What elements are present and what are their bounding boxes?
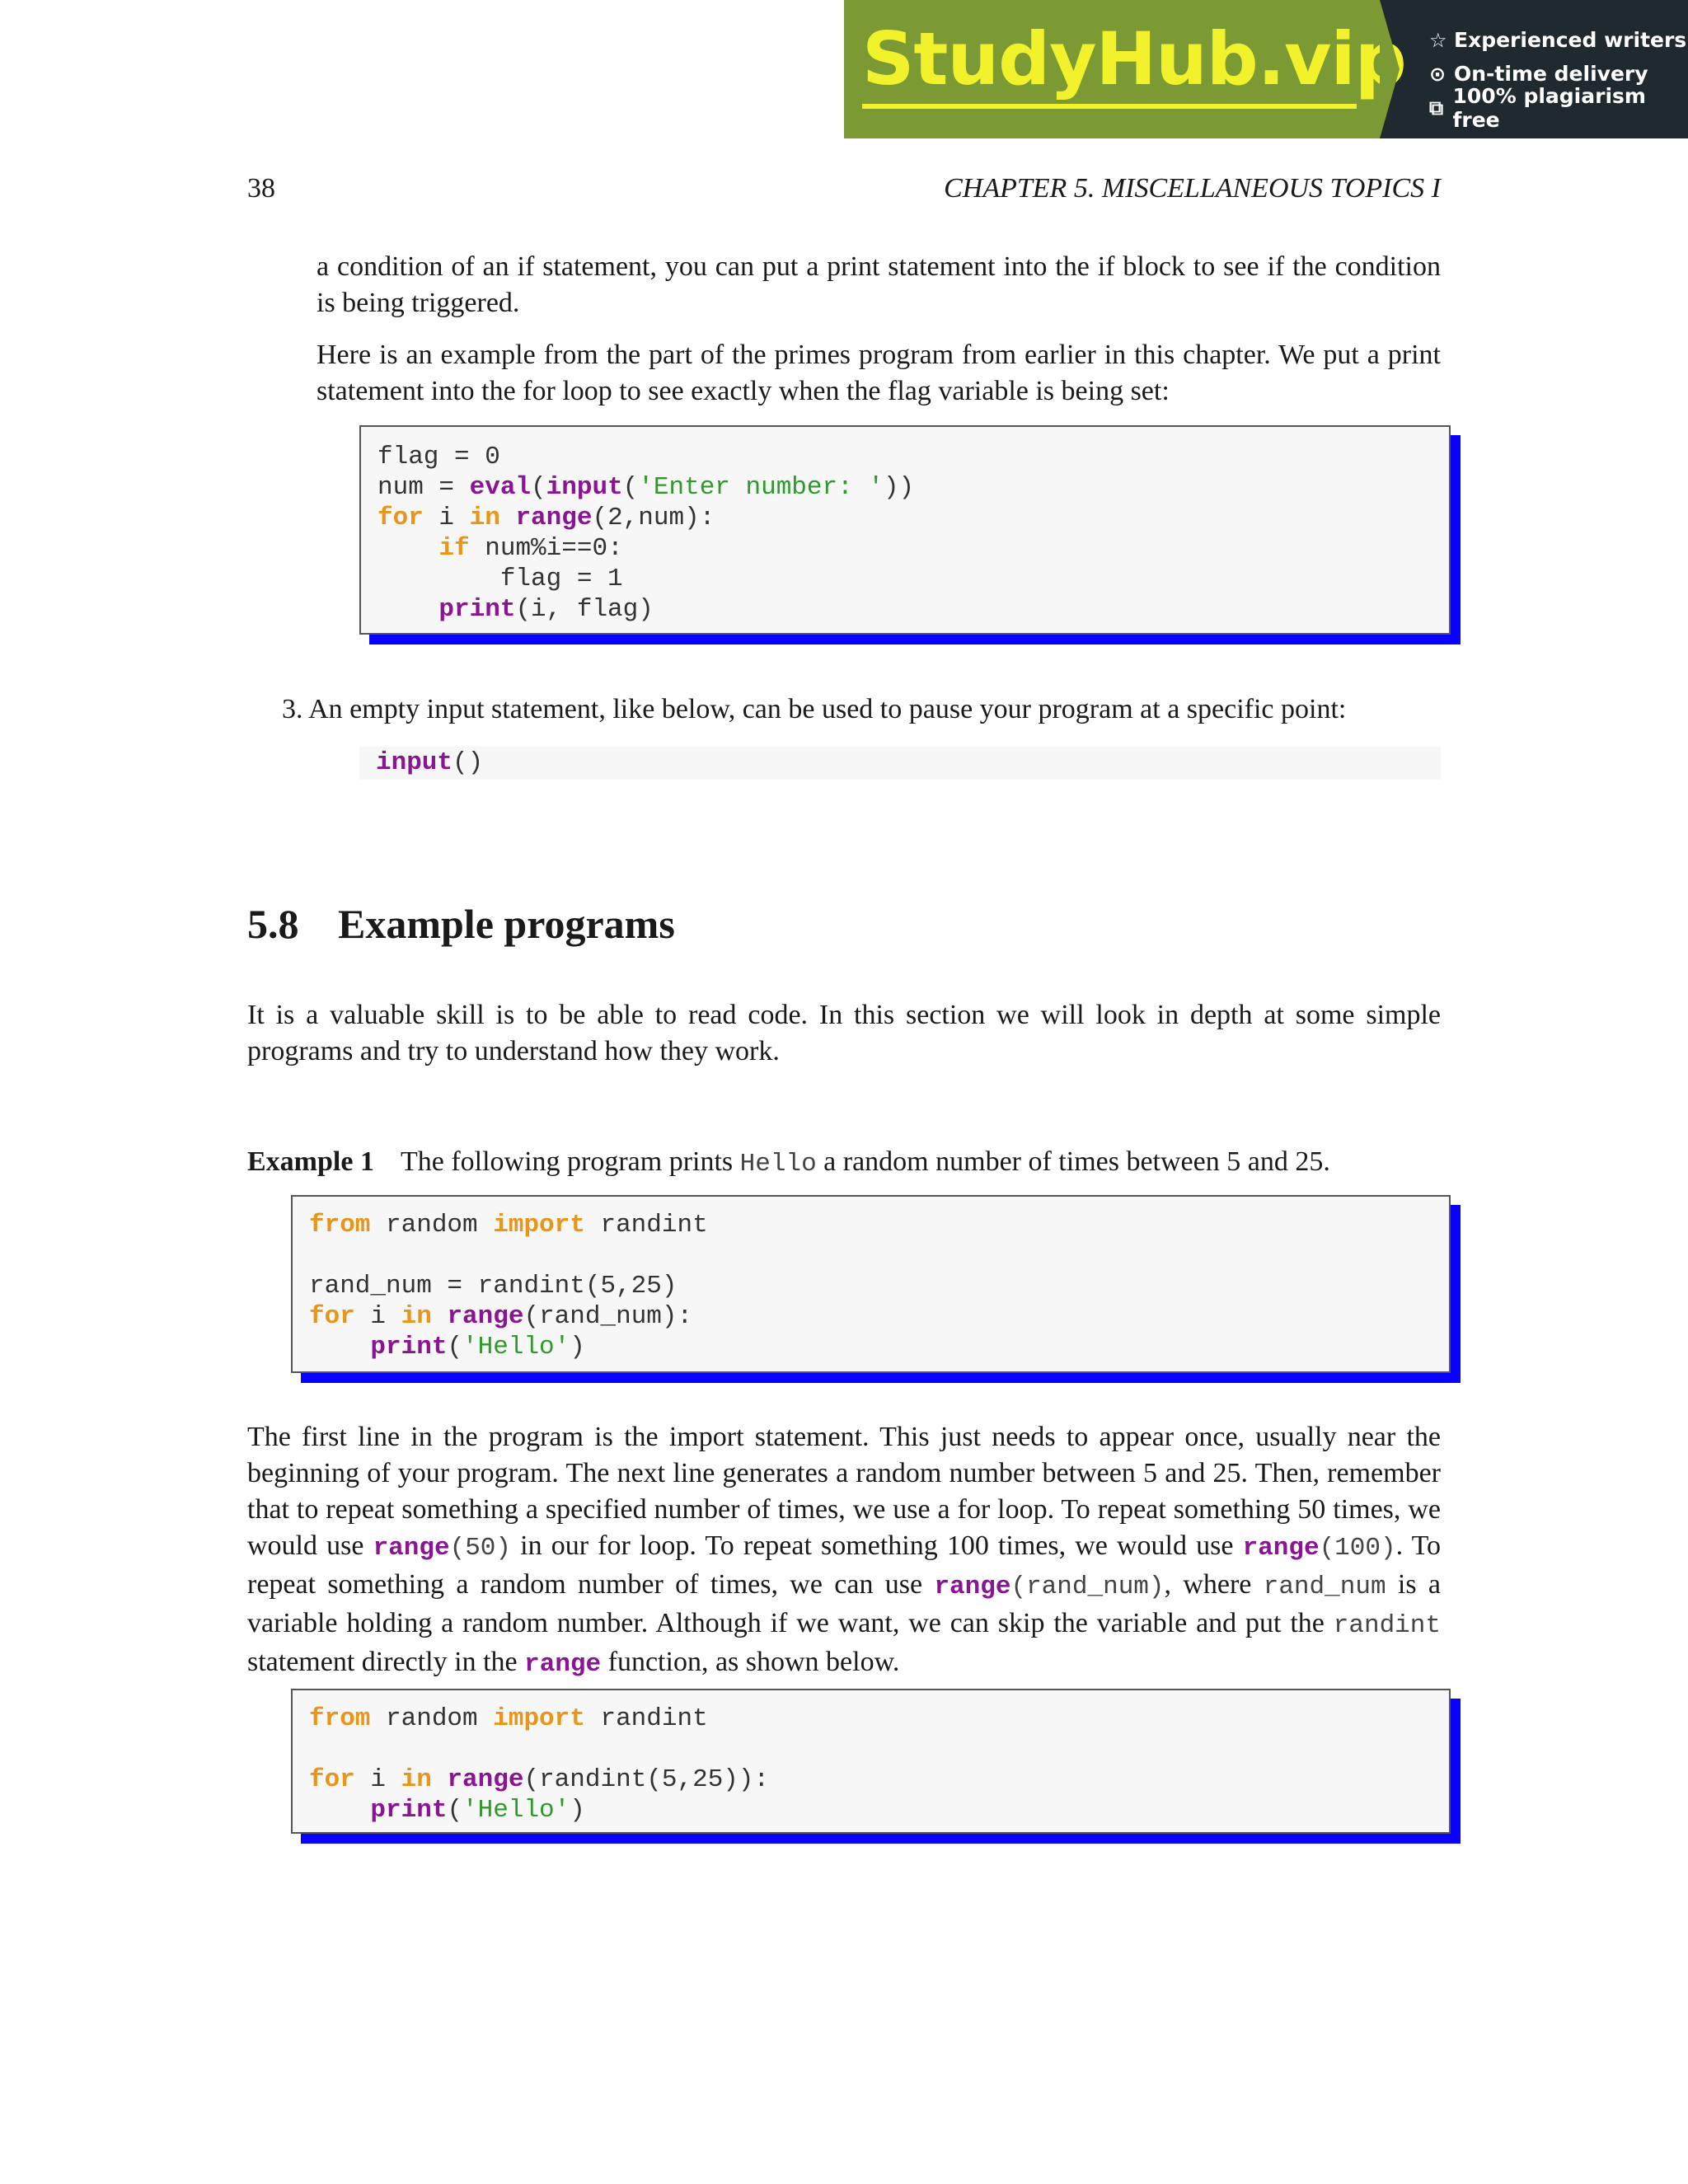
star-icon: ☆ <box>1429 28 1447 52</box>
copy-icon: ⧉ <box>1429 96 1444 120</box>
example-label: Example 1 <box>247 1146 374 1177</box>
paragraph-explanation: The first line in the program is the import statement. This just needs to appear once, usually near the beginning of your program. The next line generates a random number between 5 and 25. Then, remember that to repeat something a specified number of times, we use a for loop. To repeat something 50 times, we would use range(50) in our for loop. To repeat something 100 times, we would use range(100). To repeat something a random number of times, we can use range(rand_num), where rand_num is a variable holding a random number. Although if we want, we can skip the variable and put the randint statement directly in the range function, as shown below. <box>247 1422 1441 1679</box>
code-block-example1-inline <box>291 1689 1451 1834</box>
code-content: from random import randint rand_num = randint(5,25) for i in range(rand_num): print('Hello') <box>309 1211 708 1361</box>
list-item <box>282 691 1441 728</box>
banner-arrow <box>1380 0 1400 138</box>
code-content: flag = 0 num = eval(input('Enter number: ')) for i in range(2,num): if num%i==0: flag = 1 print(i, flag) <box>377 443 915 624</box>
paragraph-primes: Here is an example from the part of the primes program from earlier in this chapter. We put a print statement into the for loop to see exactly when the flag variable is being set: <box>316 340 1441 406</box>
inline-code: Hello <box>739 1150 817 1179</box>
feature-label: Experienced writers <box>1454 28 1687 52</box>
feature-panel <box>1380 0 1688 138</box>
feature-item <box>1429 23 1688 57</box>
brand-logo: StudyHub.vip <box>862 16 1406 101</box>
feature-label: On-time delivery <box>1454 62 1648 86</box>
brand-underline <box>862 104 1357 109</box>
code-inline-block: input() <box>359 747 1441 780</box>
ad-banner[interactable] <box>844 0 1688 138</box>
section-title: Example programs <box>338 901 675 947</box>
clock-icon: ⊙ <box>1429 62 1447 86</box>
code-block-primes <box>359 425 1451 635</box>
code-block-example1 <box>291 1195 1451 1373</box>
page-number: 38 <box>247 173 275 204</box>
paragraph-intro: It is a valuable skill is to be able to read code. In this section we will look in depth at some simple programs and try to understand how they work. <box>247 1000 1441 1066</box>
chapter-title: CHAPTER 5. MISCELLANEOUS TOPICS I <box>944 173 1441 204</box>
example-1-line: Example 1 The following program prints Hello a random number of times between 5 and 25. <box>247 1146 1330 1179</box>
code-content: from random import randint for i in range(randint(5,25)): print('Hello') <box>309 1704 770 1825</box>
feature-label: 100% plagiarism free <box>1452 83 1646 132</box>
section-number: 5.8 <box>247 901 299 947</box>
brand-panel <box>844 0 1406 138</box>
list-number: 3. <box>282 694 303 724</box>
feature-item <box>1429 83 1688 132</box>
list-text: An empty input statement, like below, can be used to pause your program at a specific point: <box>308 694 1347 724</box>
paragraph-continuation: a condition of an if statement, you can put a print statement into the if block to see if the condition is being triggered. <box>316 251 1441 318</box>
section-heading <box>247 900 675 948</box>
